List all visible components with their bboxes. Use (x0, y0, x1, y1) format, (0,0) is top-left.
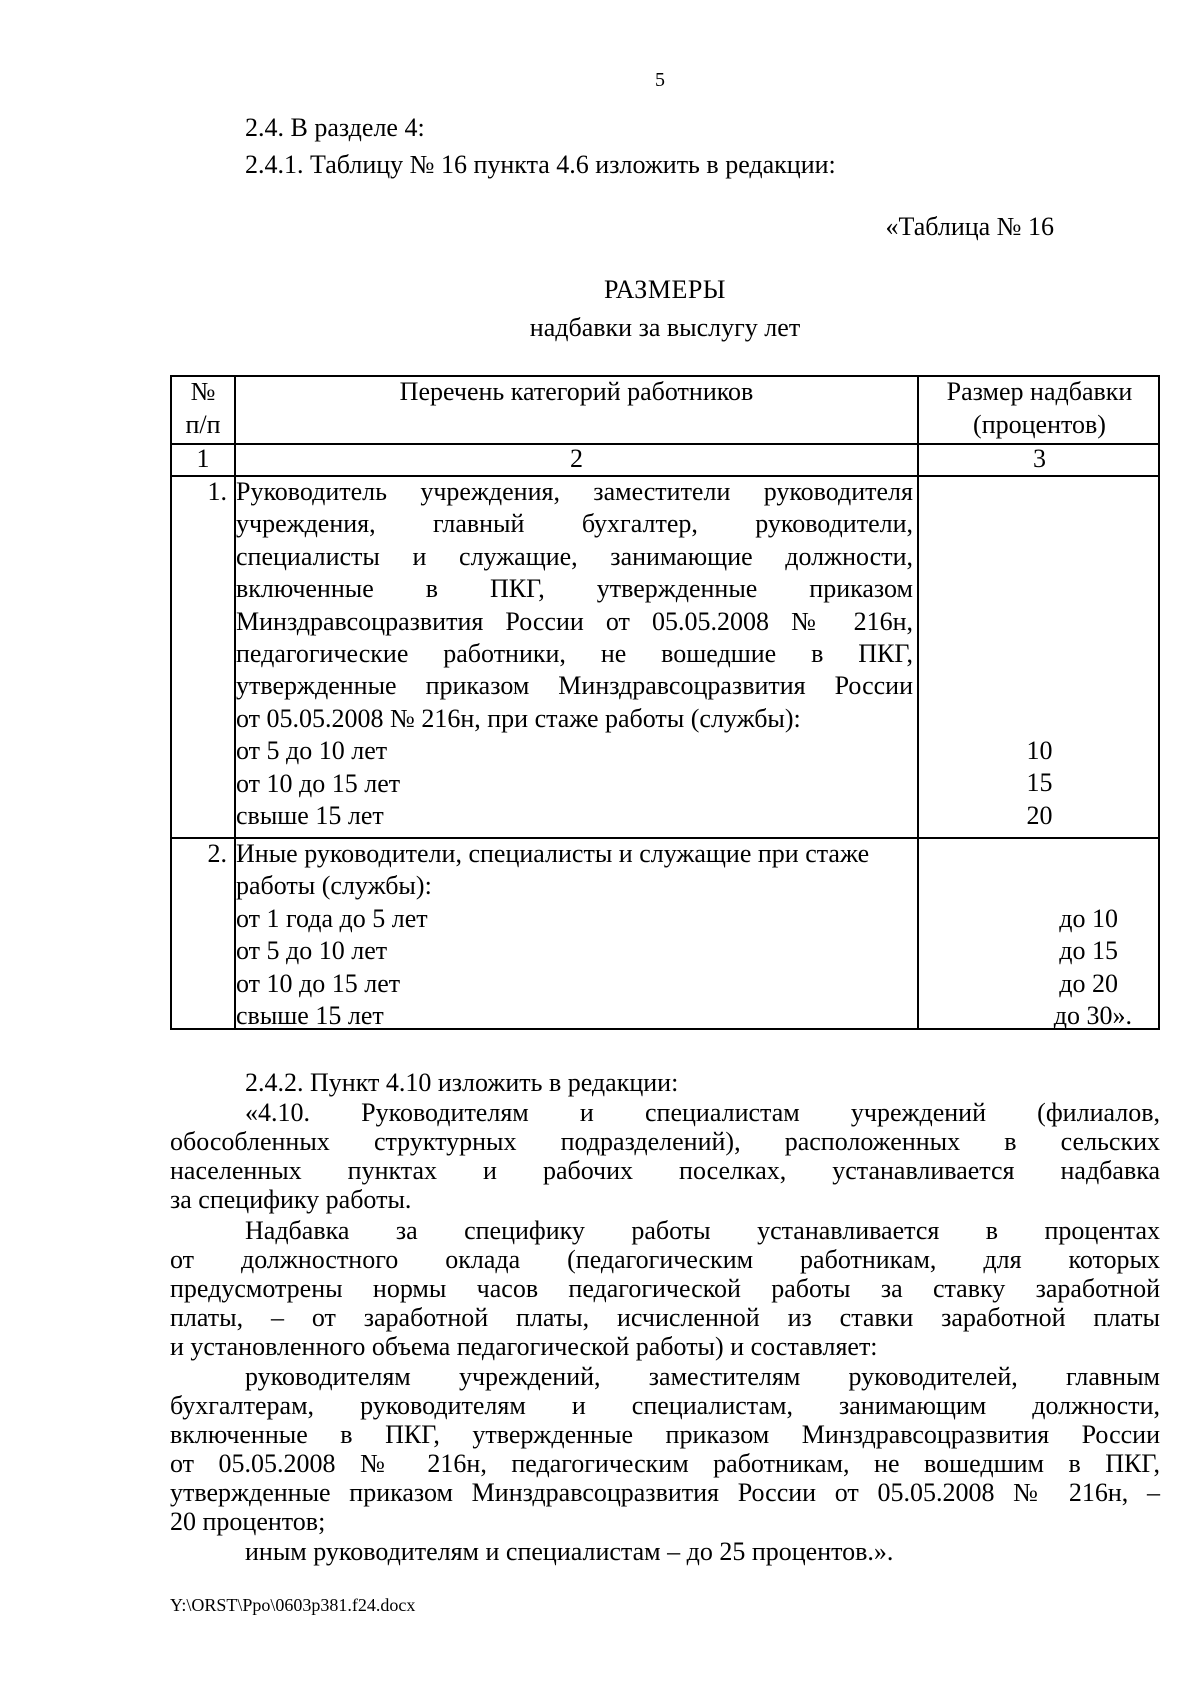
paragraph-line: платы, – от заработной платы, исчисленной из ставки заработной платы (170, 1303, 1160, 1332)
header-size-line: Размер надбавки (946, 377, 1133, 406)
allowance-table (170, 375, 1160, 1030)
description-line: Руководитель учреждения, заместители руководителя (236, 477, 913, 506)
page-number: 5 (655, 69, 665, 91)
paragraph-line: включенные в ПКГ, утвержденные приказом Минздравсоцразвития России (170, 1420, 1160, 1449)
section-title: 2.4.2. Пункт 4.10 изложить в редакции: (245, 1068, 679, 1097)
service-range-label: от 5 до 10 лет (236, 736, 388, 766)
paragraph-line: «4.10. Руководителям и специалистам учреждений (филиалов, (245, 1098, 1160, 1127)
allowance-value: 20 (1026, 800, 1053, 830)
service-range-label: от 5 до 10 лет (236, 936, 388, 966)
paragraph-line: утвержденные приказом Минздравсоцразвития России от 05.05.2008 № 216н, – (170, 1478, 1160, 1507)
service-range-label: свыше 15 лет (236, 801, 384, 831)
description-line: учреждения, главный бухгалтер, руководители, (236, 509, 913, 539)
header-number (172, 375, 234, 441)
allowance-value: 15 (1026, 768, 1053, 798)
header-number-line: п/п (185, 410, 221, 439)
row-number: 1. (207, 477, 227, 506)
table-title: РАЗМЕРЫ (604, 275, 726, 304)
column-number: 3 (1033, 444, 1046, 473)
allowance-value: до 15 (1059, 936, 1118, 966)
description-line: работы (службы): (236, 871, 432, 901)
allowance-value: 10 (1026, 736, 1053, 765)
column-number: 1 (196, 444, 210, 473)
paragraph-line: и установленного объема педагогической работы) и составляет: (170, 1332, 878, 1361)
column-number: 2 (570, 444, 583, 473)
description-line: включенные в ПКГ, утвержденные приказом (236, 574, 913, 604)
description-line: утвержденные приказом Минздравсоцразвития России (236, 671, 913, 701)
subsection-instruction: 2.4.1. Таблицу № 16 пункта 4.6 изложить в редакции: (245, 150, 836, 179)
service-range-label: от 10 до 15 лет (236, 768, 401, 798)
paragraph-allowance-rule (170, 1216, 1160, 1361)
file-path-footer: Y:\ORST\Ppo\0603p381.f24.docx (170, 1595, 416, 1615)
allowance-values (919, 903, 1156, 1033)
paragraph-line: руководителям учреждений, заместителям руководителей, главным (245, 1362, 1160, 1391)
service-range-label: свыше 15 лет (236, 1001, 384, 1031)
header-category: Перечень категорий работников (399, 377, 754, 406)
service-range-label: от 1 года до 5 лет (236, 903, 428, 933)
paragraph-line: предусмотрены нормы часов педагогической работы за ставку заработной (170, 1274, 1160, 1303)
header-allowance-size (919, 375, 1160, 441)
allowance-values (919, 735, 1160, 832)
paragraph-line: населенных пунктах и рабочих поселках, устанавливается надбавка (170, 1156, 1160, 1185)
description-line: педагогические работники, не вошедшие в ПКГ, (236, 639, 913, 669)
paragraph-line: 20 процентов; (170, 1507, 326, 1536)
allowance-value: до 10 (1059, 904, 1118, 933)
paragraph-4-10 (170, 1098, 1160, 1214)
description-line: специалисты и служащие, занимающие должности, (236, 541, 913, 571)
service-range-label: от 10 до 15 лет (236, 968, 401, 998)
description-line: Иные руководители, специалисты и служащие при стаже (236, 839, 870, 868)
paragraph-line: от 05.05.2008 № 216н, педагогическим работникам, не вошедшим в ПКГ, (170, 1449, 1160, 1478)
header-size-line: (процентов) (973, 410, 1106, 439)
row-description (236, 476, 913, 832)
paragraph-line: обособленных структурных подразделений), расположенных в сельских (170, 1127, 1160, 1156)
paragraph-other-managers: иным руководителям и специалистам – до 25 процентов.». (245, 1537, 894, 1566)
row-number: 2. (207, 839, 227, 868)
paragraph-line: бухгалтерам, руководителям и специалистам, занимающим должности, (170, 1391, 1160, 1420)
row-description (236, 838, 913, 1032)
section-heading: 2.4. В разделе 4: (245, 113, 425, 142)
paragraph-line: Надбавка за специфику работы устанавливается в процентах (245, 1216, 1160, 1245)
paragraph-line: от должностного оклада (педагогическим работникам, для которых (170, 1245, 1160, 1274)
description-line: Минздравсоцразвития России от 05.05.2008 № 216н, (236, 606, 913, 636)
paragraph-line: за специфику работы. (170, 1185, 412, 1214)
table-caption: «Таблица № 16 (885, 212, 1054, 241)
header-number-line: № (190, 377, 216, 406)
allowance-value: до 20 (1059, 968, 1118, 998)
table-subtitle: надбавки за выслугу лет (529, 313, 801, 342)
allowance-value: до 30». (1053, 1001, 1132, 1031)
paragraph-managers-rate (170, 1362, 1160, 1536)
description-line: от 05.05.2008 № 216н, при стаже работы (службы): (236, 703, 801, 733)
